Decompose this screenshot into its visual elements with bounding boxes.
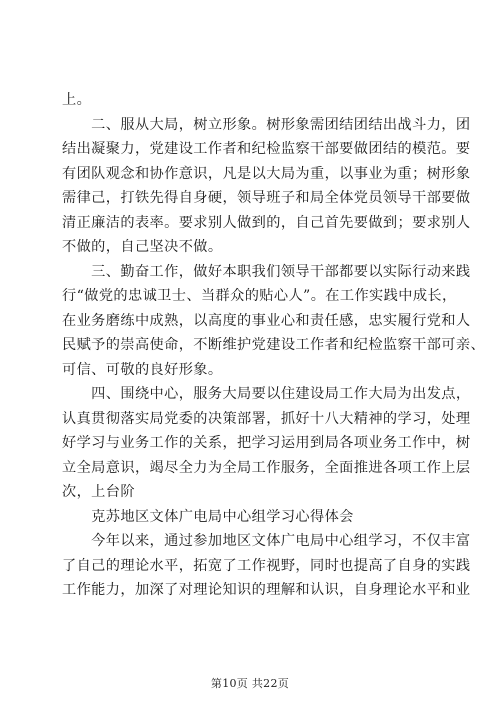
text-line: 工作能力，加深了对理论知识的理解和认识，自身理论水平和业 bbox=[62, 582, 471, 598]
text-line: 了自己的理论水平，拓宽了工作视野，同时也提高了自身的实践 bbox=[62, 557, 471, 574]
paragraph bbox=[62, 382, 471, 505]
text-line: 上。 bbox=[62, 92, 92, 108]
text-line: 在业务磨练中成熟，以高度的事业心和责任感，忠实履行党和人 bbox=[62, 312, 471, 329]
paragraph bbox=[62, 260, 486, 383]
text-line: 可信、可敬的良好形象。 bbox=[62, 361, 223, 378]
text-line: 结出凝聚力，党建设工作者和纪检监察干部要做团结的模范。要 bbox=[62, 141, 471, 157]
text-line: 行“做党的忠诚卫士、当群众的贴心人”。在工作实践中成长， bbox=[62, 288, 457, 304]
text-line: 好学习与业务工作的关系，把学习运用到局各项业务工作中，树 bbox=[62, 435, 471, 451]
text-line: 民赋予的崇高使命，不断维护党建设工作者和纪检监察干部可亲、 bbox=[62, 337, 486, 353]
text-line: 立全局意识，竭尽全力为全局工作服务，全面推进各项工作上层 bbox=[62, 459, 471, 476]
text-line: 克苏地区文体广电局中心组学习心得体会 bbox=[62, 508, 354, 525]
paragraph bbox=[62, 529, 471, 603]
text-line: 清正廉洁的表率。要求别人做到的，自己首先要做到；要求别人 bbox=[62, 214, 471, 231]
paragraph bbox=[62, 88, 442, 113]
paragraph bbox=[62, 113, 471, 260]
text-line: 认真贯彻落实局党委的决策部署，抓好十八大精神的学习，处理 bbox=[62, 410, 471, 427]
paragraph bbox=[62, 505, 442, 530]
text-line: 有团队观念和协作意识，凡是以大局为重，以事业为重；树形象 bbox=[62, 165, 471, 182]
text-line: 次，上台阶 bbox=[62, 484, 135, 500]
text-line: 需律己，打铁先得自身硬，领导班子和局全体党员领导干部要做 bbox=[62, 190, 471, 206]
page-footer: 第10页 共22页 bbox=[210, 677, 290, 690]
document-body bbox=[62, 88, 486, 603]
text-line: 四、围绕中心，服务大局要以住建设局工作大局为出发点， bbox=[62, 386, 471, 402]
text-line: 不做的，自己坚决不做。 bbox=[62, 239, 223, 255]
text-line: 今年以来，通过参加地区文体广电局中心组学习，不仅丰富 bbox=[62, 533, 471, 549]
text-line: 二、服从大局，树立形象。树形象需团结团结出战斗力，团 bbox=[62, 116, 471, 133]
text-line: 三、勤奋工作，做好本职我们领导干部都要以实际行动来践 bbox=[62, 263, 471, 280]
